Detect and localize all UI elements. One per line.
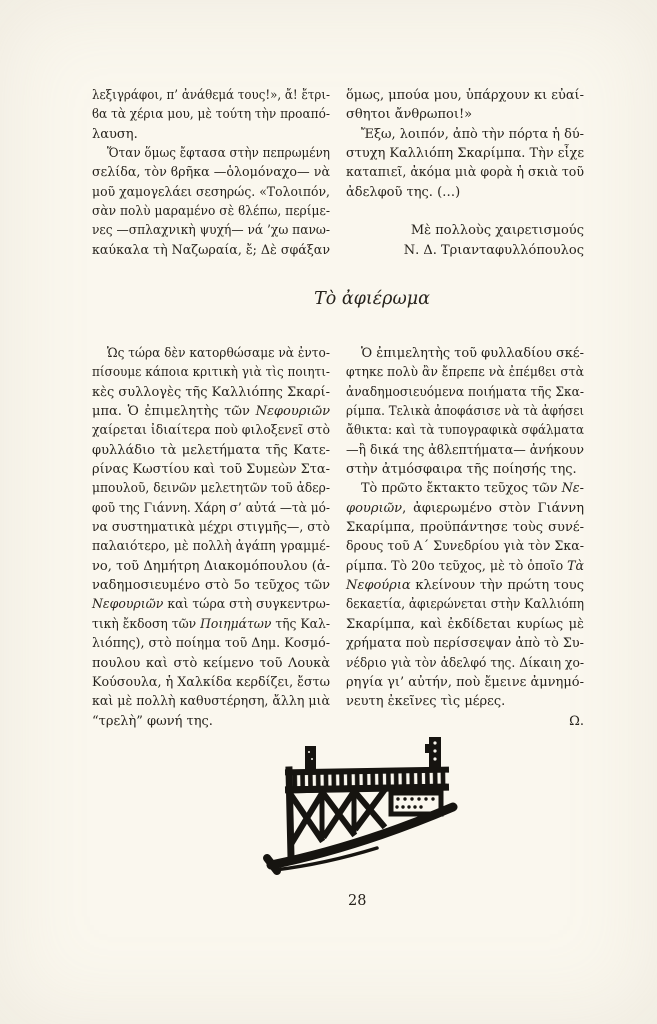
text-line: καύκαλα τὴ Ναζωραία, ἔ; Δὲ σφάξαν: [92, 242, 330, 258]
text-line: χαίρεται ἰδιαίτερα ποὺ φιλοξενεῖ στὸ: [92, 423, 330, 439]
text-line: νέδριο γιὰ τὸν ἀδελφό της. Δίκαιη χο-: [346, 655, 584, 671]
text-line: “τρελὴ” φωνή της.: [92, 713, 213, 729]
text-line: χρήματα ποὺ περίσσεψαν ἀπὸ τὸ Συ-: [346, 636, 584, 652]
text-line: ἄθικτα: καὶ τὰ τυπογραφικὰ σφάλματα: [346, 423, 584, 439]
bridge-woodcut-illustration: [255, 737, 461, 878]
text-line: Νεφουριῶν καὶ τώρα στὴ συγκεντρω-: [92, 597, 330, 613]
text-line: Κούσουλα, ἡ Χαλκίδα κερδίζει, ἔστω: [92, 674, 330, 690]
text-line: λαυση.: [92, 126, 138, 142]
text-line: νο, τοῦ Δημήτρη Διακομόπουλου (ἀ-: [92, 558, 330, 574]
text-line: Ὁ ἐπιμελητὴς τοῦ φυλλαδίου σκέ-: [361, 346, 584, 361]
text-line: ρηγία γι’ αὐτήν, ποὺ ἔμεινε ἀμνημό-: [346, 674, 584, 690]
text-line: ἀναδημοσιευόμενα ποιήματα τῆς Σκα-: [346, 384, 584, 400]
bridge-chimneys: [305, 737, 441, 772]
text-line: στὴν ἀτμόσφαιρα τῆς ποίησής της.: [346, 462, 577, 478]
page-number: 28: [348, 893, 367, 909]
text-line: ἀδελφοῦ της. (…): [346, 184, 461, 200]
text-line: δρους τοῦ Α΄ Συνεδρίου γιὰ τὸν Σκα-: [346, 539, 584, 555]
text-line: ρίμπα. Τὸ 20ο τεῦχος, μὲ τὸ ὁποῖο Τὰ: [346, 558, 584, 574]
text-line: Ὅταν ὅμως ἔφτασα στὴν πεπρωμένη: [107, 146, 330, 162]
text-line: λιόπης), στὸ ποίημα τοῦ Δημ. Κοσμό-: [92, 636, 330, 652]
top-right-column: [346, 86, 584, 260]
body-left-column: [92, 344, 330, 731]
text-line: λεξιγράφοι, π’ ἀνάθεμά τους!», ἄ! ἔτρι-: [92, 88, 330, 103]
letter-closing: [346, 221, 584, 260]
top-left-column: [92, 86, 330, 260]
text-line: σελίδα, τὸν ϐρῆκα —ὁλομόναχο— νὰ: [92, 165, 330, 181]
text-line: φτηκε πολὺ ἂν ἔπρεπε νὰ ἐπέμϐει στὰ: [346, 365, 584, 381]
text-line: μοῦ χαμογελάει σεσηρώς. «Τολοιπόν,: [92, 184, 330, 200]
text-line: ναδημοσιευμένο στὸ 5ο τεῦχος τῶν: [92, 578, 330, 594]
closing-salutation: Μὲ πολλοὺς χαιρετισμούς: [410, 223, 584, 239]
text-line: Νεφούρια κλείνουν τὴν πρώτη τους: [346, 578, 584, 594]
text-line: Σκαρίμπα, προϋπάντησε τοὺς συνέ-: [346, 520, 584, 536]
sign-off-omega: Ω.: [569, 713, 584, 729]
text-line: σθητοι ἄνθρωποι!»: [346, 107, 473, 123]
text-line: πίσουμε κάποια κριτικὴ γιὰ τὶς ποιητι-: [92, 365, 330, 381]
text-line: νες —σπλαχνικὴ ψυχή— νά ’χω πανω-: [92, 223, 330, 239]
text-line: ρίμπα. Τελικὰ ἀποφάσισε νὰ τὰ ἀφήσει: [346, 404, 584, 420]
text-line: καὶ μὲ πολλὴ καθυστέρηση, ἄλλη μιὰ: [92, 694, 330, 710]
text-line: παλαιότερο, μὲ πολλὴ ἀγάπη γραμμέ-: [92, 539, 330, 555]
text-line: Ἔξω, λοιπόν, ἀπὸ τὴν πόρτα ἡ δύ-: [361, 126, 584, 142]
text-line: στυχη Καλλιόπη Σκαρίμπα. Τὴν εἶχε: [346, 146, 584, 162]
text-line: φοῦ της Γιάννη. Χάρη σ’ αὐτά —τὰ μό-: [92, 500, 330, 516]
text-line: —ἢ δικά της ἀϐλεπτήματα— ἀνήκουν: [346, 442, 584, 458]
text-line: Ὡς τώρα δὲν κατορθώσαμε νὰ ἐντο-: [107, 346, 330, 361]
text-line: κὲς συλλογὲς τῆς Καλλιόπης Σκαρί-: [92, 384, 330, 400]
text-line: σὰν πολὺ μαραμένο σὲ ϐλέπω, περίμε-: [92, 204, 330, 220]
text-line: ὅμως, μπούα μου, ὑπάρχουν κι εὐαί-: [346, 88, 584, 103]
section-heading: Τὸ ἀφιέρωμα: [314, 289, 430, 309]
text-line: Τὸ πρῶτο ἔκτακτο τεῦχος τῶν Νε-: [361, 481, 584, 497]
text-line: νευτη ἐκεῖνες τὶς μέρες.: [346, 694, 506, 710]
text-line: πουλου καὶ στὸ κείμενο τοῦ Λουκὰ: [92, 655, 330, 671]
body-columns: [92, 344, 584, 731]
text-line: να συστηματικὰ μέχρι στιγμῆς—, στὸ: [92, 520, 330, 536]
text-line: μπα. Ὁ ἐπιμελητὴς τῶν Νεφουριῶν: [92, 404, 330, 420]
text-line: καταπιεῖ, ἀκόμα μιὰ φορὰ ἡ σκιὰ τοῦ: [346, 165, 584, 181]
text-line: φουριῶν, ἀφιερωμένο στὸν Γιάννη: [346, 500, 584, 516]
text-line: τικὴ ἔκδοση τῶν Ποιημάτων τῆς Καλ-: [92, 616, 330, 632]
text-line: φυλλάδιο τὰ μελετήματα τῆς Κατε-: [92, 442, 330, 458]
text-line: δεκαετία, ἀφιερώνεται στὴν Καλλιόπη: [346, 597, 584, 613]
body-right-column: [346, 344, 584, 731]
text-line: ρίνας Κωστίου καὶ τοῦ Συμεὼν Στα-: [92, 462, 330, 478]
closing-signature: Ν. Δ. Τριανταφυλλόπουλος: [403, 242, 584, 258]
text-line: Σκαρίμπα, καὶ ἐκδίδεται κυρίως μὲ: [346, 616, 584, 632]
text-line: ϐα τὰ χέρια μου, μὲ τούτη τὴν προαπό-: [92, 107, 330, 123]
top-columns: [92, 86, 584, 260]
text-line: μπουλοῦ, δεινῶν μελετητῶν τοῦ ἀδερ-: [92, 481, 330, 497]
